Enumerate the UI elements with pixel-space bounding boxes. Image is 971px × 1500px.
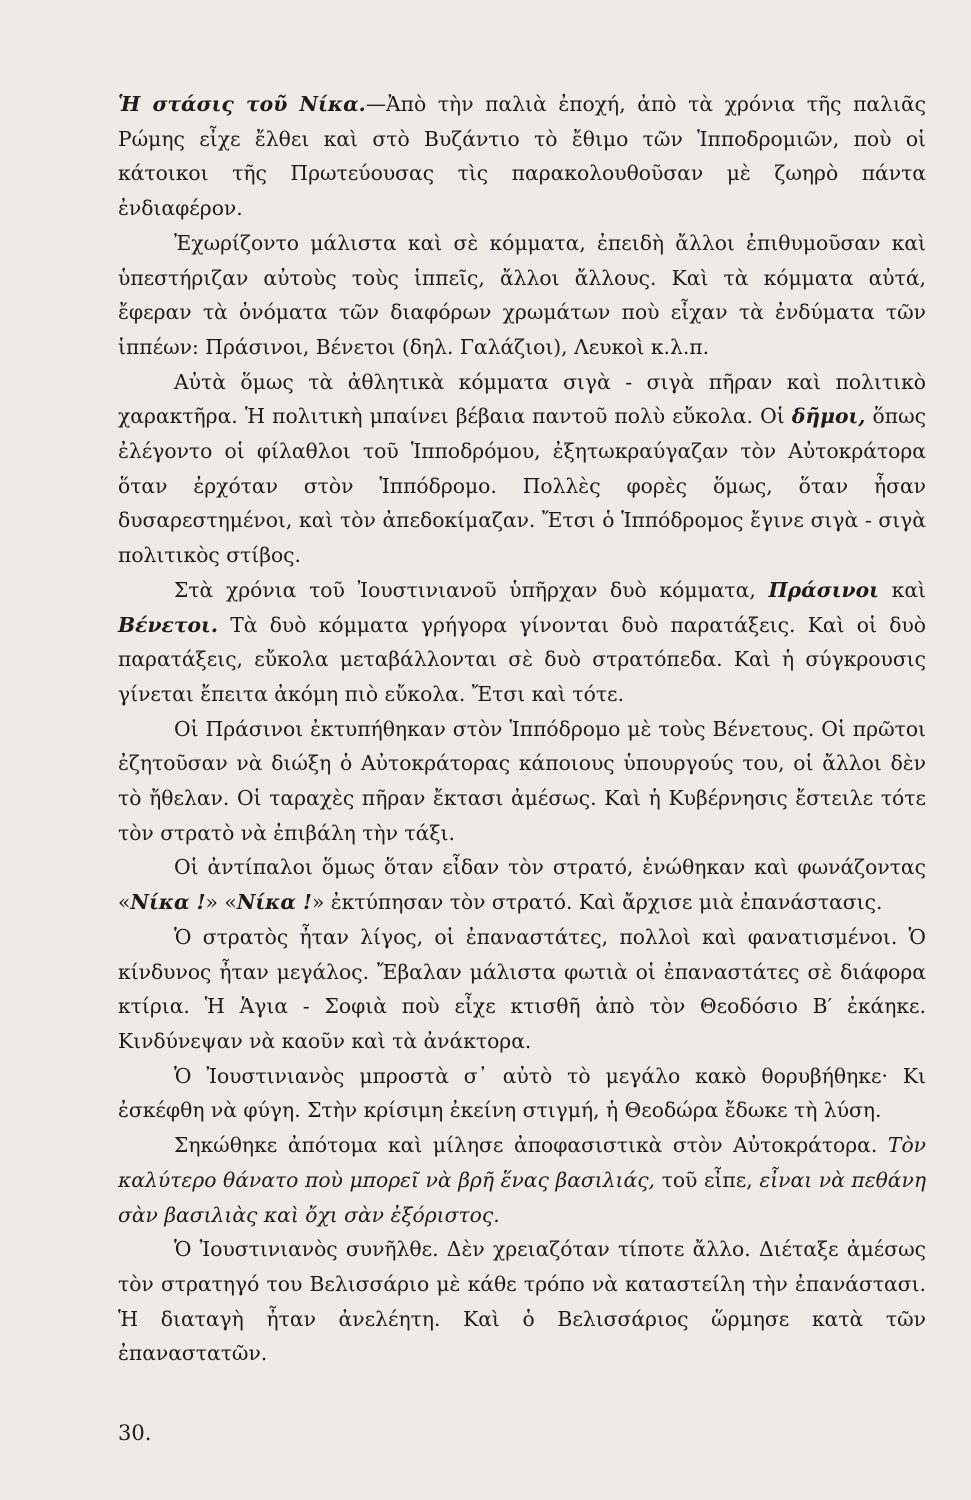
text-run: Σηκώθηκε ἀπότομα καὶ μίλησε ἀποφασιστικὰ στὸν Αὐτοκράτορα. bbox=[174, 1133, 888, 1158]
paragraph-p6 bbox=[118, 850, 926, 919]
emphasis-run: Πράσινοι bbox=[768, 577, 879, 602]
text-run: Οἱ Πράσινοι ἐκτυπήθηκαν στὸν Ἱππόδρομο μὲ τοὺς Βένετους. Οἱ πρῶτοι ἐζητοῦσαν νὰ διώξη ὁ Αὐτοκράτορας κάποιους ὑπουργούς του, οἱ ἄλλοι δὲν τὸ ἤθελαν. Οἱ ταραχὲς πῆραν ἔκτασι ἀμέσως. Καὶ ἡ Κυβέρνησις ἔστειλε τότε τὸν στρατὸ νὰ ἐπιβάλη τὴν τάξι. bbox=[118, 716, 926, 845]
text-run: » ἐκτύπησαν τὸν στρατό. Καὶ ἄρχισε μιὰ ἐπανάστασις. bbox=[311, 890, 883, 915]
paragraph-p3 bbox=[118, 365, 926, 573]
paragraph-p7 bbox=[118, 920, 926, 1059]
paragraph-p4 bbox=[118, 573, 926, 712]
text-run: Τὰ δυὸ κόμματα γρήγορα γίνονται δυὸ παρατάξεις. Καὶ οἱ δυὸ παρατάξεις, εὔκολα μεταβάλλονται σὲ δυὸ στρατόπεδα. Καὶ ἡ σύγκρουσις γίνεται ἔπειτα ἀκόμη πιὸ εὔκολα. Ἔτσι καὶ τότε. bbox=[118, 612, 926, 706]
text-run: τοῦ εἶπε, bbox=[655, 1167, 760, 1192]
text-run: —Ἀπὸ τὴν παλιὰ ἐποχή, ἀπὸ τὰ χρόνια τῆς παλιᾶς Ρώμης εἶχε ἔλθει καὶ στὸ Βυζάντιο τὸ ἔθιμο τῶν Ἱπποδρομιῶν, ποὺ οἱ κάτοικοι τῆς Πρωτεύουσας τὶς παρακολουθοῦσαν μὲ ζωηρὸ πάντα ἐνδιαφέρον. bbox=[118, 92, 926, 221]
text-run: Ὁ στρατὸς ἦταν λίγος, οἱ ἐπαναστάτες, πολλοὶ καὶ φανατισμένοι. Ὁ κίνδυνος ἦταν μεγάλος. Ἔβαλαν μάλιστα φωτιὰ οἱ ἐπαναστάτες σὲ διάφορα κτίρια. Ἡ Ἁγια - Σοφιὰ ποὺ εἶχε κτισθῆ ἀπὸ τὸν Θεοδόσιο Β′ ἐκάηκε. Κινδύνεψαν νὰ καοῦν καὶ τὰ ἀνάκτορα. bbox=[118, 924, 926, 1053]
text-run: Αὐτὰ ὅμως τὰ ἀθλητικὰ κόμματα σιγὰ - σιγὰ πῆραν καὶ πολιτικὸ χαρακτῆρα. Ἡ πολιτικὴ μπαίνει βέβαια παντοῦ πολὺ εὔκολα. Οἱ bbox=[118, 369, 926, 429]
text-run: καὶ bbox=[878, 577, 926, 602]
text-run: » « bbox=[205, 890, 237, 915]
text-run: Στὰ χρόνια τοῦ Ἰουστινιανοῦ ὑπῆρχαν δυὸ κόμματα, bbox=[174, 577, 769, 602]
emphasis-run: Νίκα ! bbox=[236, 890, 312, 915]
text-run: Ὁ Ἰουστινιανὸς μπροστὰ σ᾽ αὐτὸ τὸ μεγάλο κακὸ θορυβήθηκε· Κι ἐσκέφθη νὰ φύγη. Στὴν κρίσιμη ἐκείνη στιγμή, ἡ Θεοδώρα ἔδωκε τὴ λύση. bbox=[118, 1063, 926, 1123]
text-run: Οἱ ἀντίπαλοι ὅμως ὅταν εἶδαν τὸν στρατό, ἑνώθηκαν καὶ φωνάζοντας « bbox=[118, 855, 926, 915]
emphasis-run: Τὸν καλύτερο θάνατο ποὺ μπορεῖ νὰ βρῆ ἕνας βασιλιάς, bbox=[118, 1133, 926, 1192]
paragraph-p9 bbox=[118, 1128, 926, 1232]
paragraph-p10 bbox=[118, 1232, 926, 1371]
text-run: Ἐχωρίζοντο μάλιστα καὶ σὲ κόμματα, ἐπειδὴ ἄλλοι ἐπιθυμοῦσαν καὶ ὑπεστήριζαν αὐτοὺς τοὺς ἱππεῖς, ἄλλοι ἄλλους. Καὶ τὰ κόμματα αὐτά, ἔφεραν τὰ ὀνόματα τῶν διαφόρων χρωμάτων ποὺ εἶχαν τὰ ἐνδύματα τῶν ἱππέων: Πράσινοι, Βένετοι (δηλ. Γαλάζιοι), Λευκοὶ κ.λ.π. bbox=[118, 230, 926, 359]
section-title: Ἡ στάσις τοῦ Νίκα. bbox=[118, 92, 366, 116]
emphasis-run: Νίκα ! bbox=[130, 890, 206, 915]
emphasis-run: δῆμοι, bbox=[791, 404, 866, 429]
paragraph-p1 bbox=[118, 87, 926, 226]
emphasis-run: εἶναι νὰ πεθάνη σὰν βασιλιὰς καὶ ὄχι σὰν ἐξόριστος. bbox=[118, 1167, 926, 1227]
page-number: 30. bbox=[118, 1421, 152, 1445]
paragraph-p8 bbox=[118, 1059, 926, 1128]
paragraph-p2 bbox=[118, 226, 926, 365]
text-run: ὅπως ἐλέγοντο οἱ φίλαθλοι τοῦ Ἱπποδρόμου, ἐξητωκραύγαζαν τὸν Αὐτοκράτορα ὅταν ἐρχόταν στὸν Ἱππόδρομο. Πολλὲς φορὲς ὅμως, ὅταν ἦσαν δυσαρεστημένοι, καὶ τὸν ἀπεδοκίμαζαν. Ἔτσι ὁ Ἱππόδρομος ἔγινε σιγὰ - σιγὰ πολιτικὸς στίβος. bbox=[118, 404, 926, 568]
text-run: Ὁ Ἰουστινιανὸς συνῆλθε. Δὲν χρειαζόταν τίποτε ἄλλο. Διέταξε ἀμέσως τὸν στρατηγό του Βελισσάριο μὲ κάθε τρόπο νὰ καταστείλη τὴν ἐπανάστασι. Ἡ διαταγὴ ἦταν ἀνελέητη. Καὶ ὁ Βελισσάριος ὥρμησε κατὰ τῶν ἐπαναστατῶν. bbox=[118, 1237, 926, 1366]
paragraph-p5 bbox=[118, 712, 926, 851]
emphasis-run: Βένετοι. bbox=[118, 612, 218, 637]
body-text bbox=[118, 87, 926, 1371]
